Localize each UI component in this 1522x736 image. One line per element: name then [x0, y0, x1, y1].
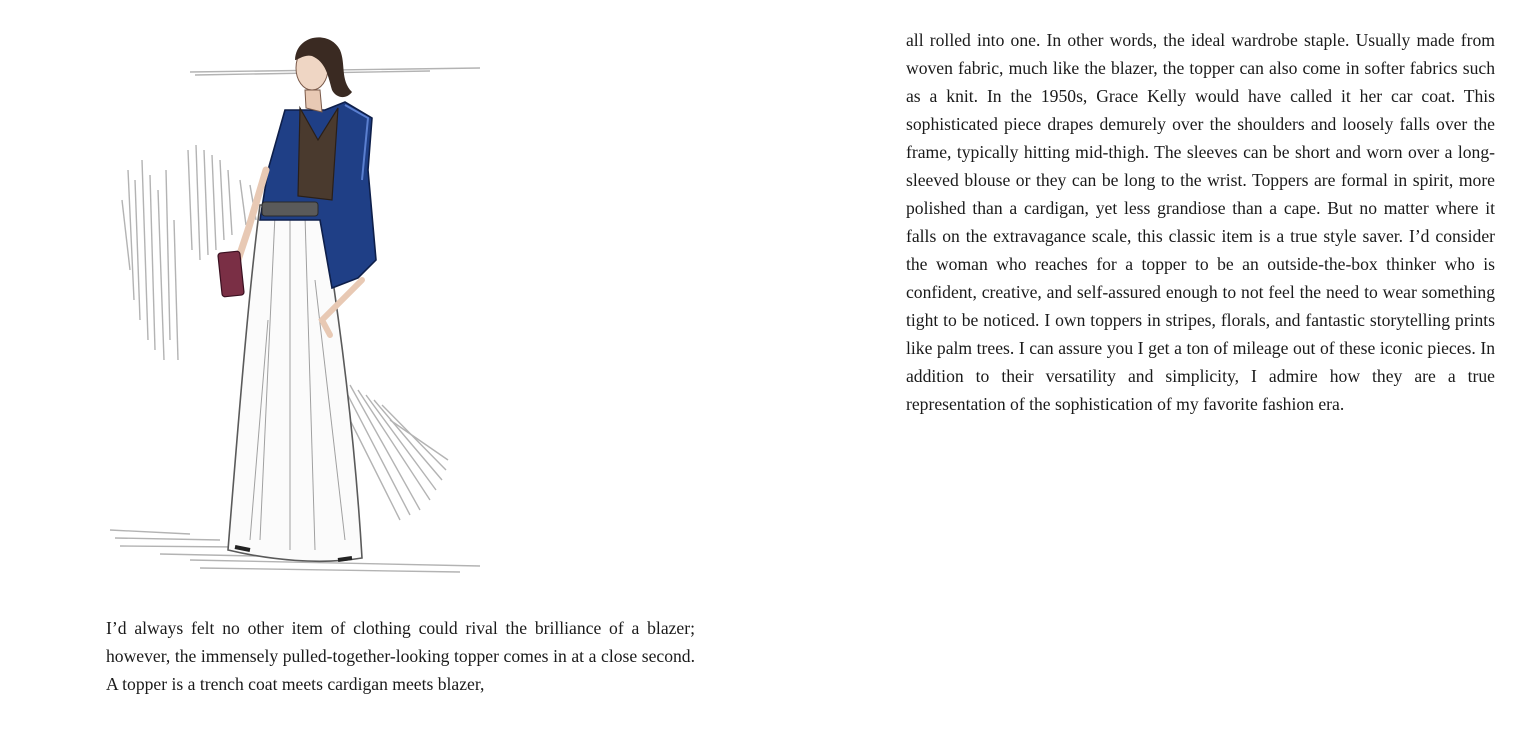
right-page — [761, 0, 1522, 736]
body-paragraph-right: all rolled into one. In other words, the ideal wardrobe staple. Usually made from woven fabric, much like the blazer, the topper can also come in softer fabrics such as a knit. In the 1950s, Grace Kelly would have called it her car coat. This sophisticated piece drapes demurely over the shoulders and loosely falls over the frame, typically hitting mid-thigh. The sleeves can be short and worn over a long-sleeved blouse or they can be long to the wrist. Toppers are formal in spirit, more polished than a cardigan, yet less grandiose than a cape. But no matter where it falls on the extravagance scale, this classic item is a true style saver. I’d consider the woman who reaches for a topper to be an outside-the-box thinker who is confident, creative, and self-assured enough to not feel the need to wear something tight to be noticed. I own toppers in stripes, florals, and fantastic storytelling prints like palm trees. I can assure you I get a ton of mileage out of these iconic pieces. In addition to their versatility and simplicity, I admire how they are a true representation of the sophistication of my favorite fashion era. — [906, 30, 1495, 414]
fashion-sketch-icon — [100, 20, 520, 590]
body-paragraph-left: I’d always felt no other item of clothing could rival the brilliance of a blazer; however, the immensely pulled-together-looking topper comes in at a close second. A topper is a trench coat meets cardigan meets blazer, — [106, 618, 695, 694]
